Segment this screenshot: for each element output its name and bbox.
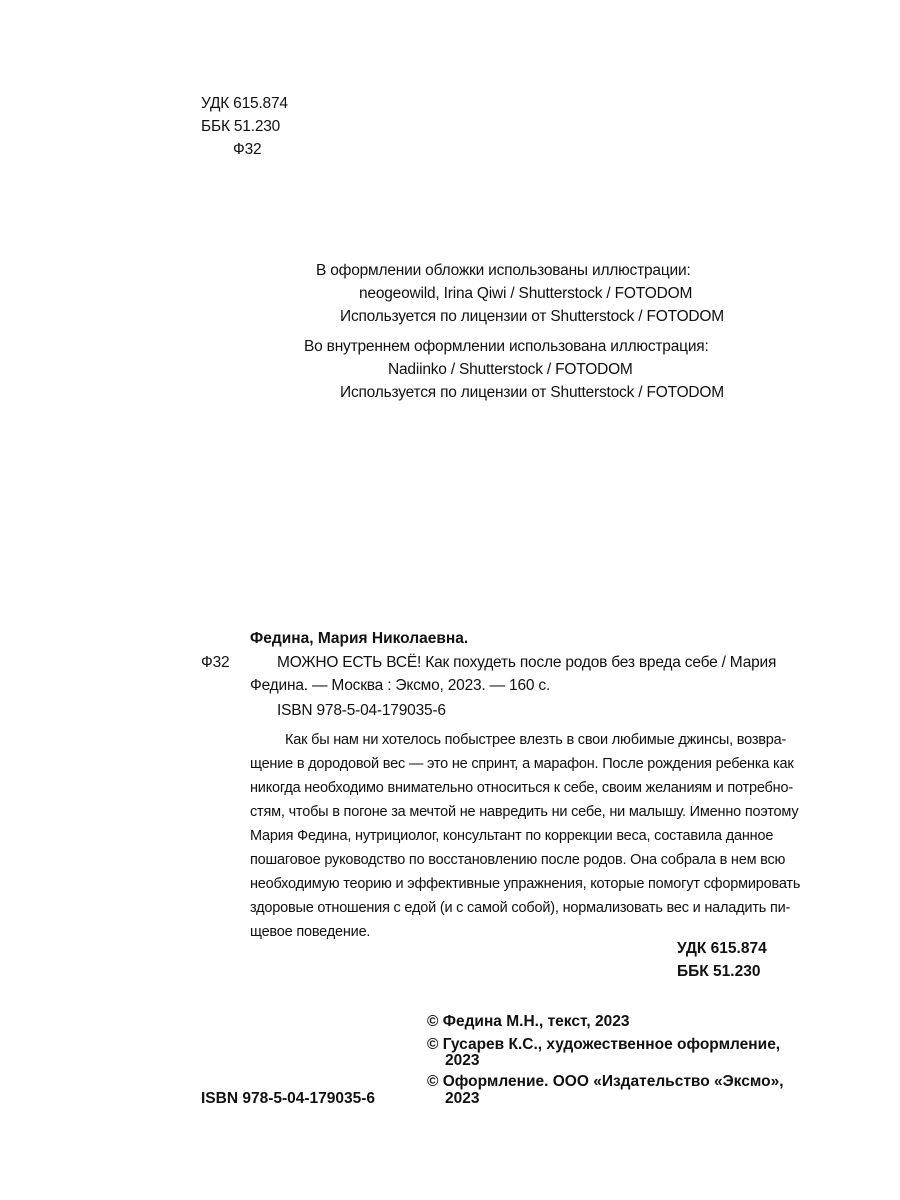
udk-code-top: УДК 615.874 <box>201 95 288 112</box>
annotation-line: Мария Федина, нутрициолог, консультант по коррекции веса, составила данное <box>250 828 774 844</box>
annotation-line: Как бы нам ни хотелось побыстрее влезть в свои любимые джинсы, возвра- <box>285 732 787 748</box>
annotation-line: здоровые отношения с едой (и с самой собой), нормализовать вес и наладить пи- <box>250 900 791 916</box>
interior-credits-title: Во внутреннем оформлении использована иллюстрация: <box>304 338 709 355</box>
copyright-design-year: 2023 <box>445 1052 480 1069</box>
isbn-bottom: ISBN 978-5-04-179035-6 <box>201 1090 376 1107</box>
copyright-publisher: © Оформление. ООО «Издательство «Эксмо», <box>427 1073 784 1090</box>
annotation-line: пошаговое руководство по восстановлению после родов. Она собрала в нем всю <box>250 852 786 868</box>
author-mark: Ф32 <box>201 654 230 671</box>
cover-credits-title: В оформлении обложки использованы иллюстрации: <box>316 262 691 279</box>
interior-credits-license: Используется по лицензии от Shutterstock / FOTODOM <box>340 384 724 401</box>
udk-code-card: УДК 615.874 <box>677 940 767 957</box>
annotation-line: необходимую теорию и эффективные упражнения, которые помогут сформировать <box>250 876 801 892</box>
copyright-publisher-year: 2023 <box>445 1090 480 1107</box>
annotation-line: щевое поведение. <box>250 924 371 940</box>
annotation-line: щение в дородовой вес — это не спринт, а марафон. После рождения ребенка как <box>250 756 794 772</box>
copyright-text: © Федина М.Н., текст, 2023 <box>427 1013 630 1030</box>
cover-credits-artists: neogeowild, Irina Qiwi / Shutterstock / FOTODOM <box>359 285 693 302</box>
annotation-line: никогда необходимо внимательно относиться к себе, своим желаниям и потребно- <box>250 780 793 796</box>
bbk-code-card: ББК 51.230 <box>677 963 761 980</box>
copyright-design: © Гусарев К.С., художественное оформление, <box>427 1036 781 1053</box>
book-title-line-1: МОЖНО ЕСТЬ ВСЁ! Как похудеть после родов без вреда себе / Мария <box>277 654 777 671</box>
annotation-line: стям, чтобы в погоне за мечтой не навредить ни себе, ни малышу. Именно поэтому <box>250 804 799 820</box>
author-heading: Федина, Мария Николаевна. <box>250 630 469 647</box>
isbn-card: ISBN 978-5-04-179035-6 <box>277 702 446 719</box>
bbk-code-top: ББК 51.230 <box>201 118 281 135</box>
author-mark-top: Ф32 <box>233 141 262 158</box>
interior-credits-artists: Nadiinko / Shutterstock / FOTODOM <box>388 361 633 378</box>
book-title-line-2: Федина. — Москва : Эксмо, 2023. — 160 с. <box>250 677 551 694</box>
cover-credits-license: Используется по лицензии от Shutterstock / FOTODOM <box>340 308 724 325</box>
